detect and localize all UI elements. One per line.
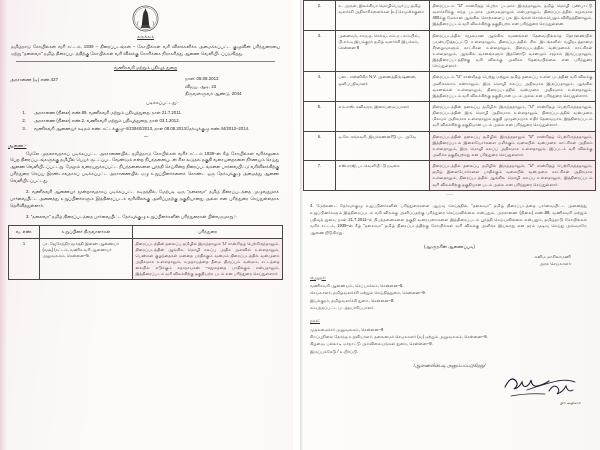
cell-serial: 6. [304, 131, 336, 161]
cell-serial: 4. [304, 72, 336, 102]
cell-member-name: எஸ்.ராஜி, படவெளியீட்டு நடிகை [336, 161, 430, 191]
read-references-list [4, 110, 287, 133]
document-page-left [0, 0, 293, 450]
list-item [4, 110, 287, 117]
cell-member-name: எம்.எஸ். கவிவரசு, இசையமைப்பாளர் [336, 101, 430, 131]
list-item [4, 126, 287, 133]
go-number-date-row [10, 75, 281, 97]
order-label: ஆணை:- [8, 142, 27, 148]
table-row [304, 72, 596, 102]
copy-label: நகல்: [310, 318, 321, 324]
read-item-number: 2. [22, 117, 26, 123]
by-order-line: (ஆளுநரின் ஆணைப்படி) [424, 244, 475, 250]
read-item-text: அரசாணை (நிலை) எண்.2, வணிகவரி மற்றும் பதிவுத்துறை, நாள் 03.1.2012. [34, 117, 180, 123]
read-item-text: வணிகவரி ஆணையர் கடிதம் எண். கட்டக்குழு–4/23940/2013, நாள் 08.08.2013தேர்வுக்குழு எண்.44/2013–2014. [34, 125, 250, 131]
intro-paragraph: தமிழ்நாடு கோயில்கள் வரி சட்டம், 1939 – திரைப்படங்கள் – கோயில்கள் வரி விலக்களிக்க அமைக்கப்பட்ட குழுவின் பரிந்துரையை ஏற்று "தலைவா" தமிழ் திரைப்படத்திற்கு கோயில்கள் வரி விலக்கு கோரிக்கை நிராகரித்து ஆணை வெளியிடப்படுகிறது. [11, 44, 280, 57]
table-row [304, 161, 596, 191]
list-item: முதலமைச்சர் அலுவலகம், சென்னை–9 [310, 326, 384, 332]
list-item: வணிகவரி ஆணையம், செப்பாக்கம், சென்னை–5. [310, 283, 404, 289]
order-paragraph-3 [4, 214, 287, 221]
cell-member-name: படை என்னிகிற N.V. அணைத்திருஷ்ணன், ஒளிப்பதிவாளர் [336, 72, 430, 102]
order-paragraph-2 [4, 189, 287, 210]
recommendations-table-right [303, 0, 596, 191]
recipients-block [310, 274, 597, 312]
cell-serial: 7. [304, 161, 336, 191]
cell-member-name: பா. ஜேகேந்திர மூர்த்தி இணை ஆணையர் (வசூ) (சட்டம், வணிக வரி ஆணையர் அலுவலகம், சென்னை–5. [40, 238, 133, 280]
go-date-block [185, 75, 281, 97]
cell-recommendation: திரைப்படத்தின் தலைப்பு தமிழில் இருந்தாலும் 'U' சான்றிதழ் பெற்றிருந்தாலும், திரைப்படத்தின் ஆங்கில மொழி கலப்பு அதிக அளவில் உள்ளதாலும், பெண்கள் குழந்தைகள் மனதை பாதிக்கும் வன்மம் திரைப்படத்தில் வன்முறை அதிகமாக உள்ளதாலும், சமுதாயத்தை தீமை திருப்பும் வன்மம், சட்டத்தை கையில் எடுக்கும் கதாநாயகன் –சமூகத்தை பாதிக்கும் என்பதாலும், இத்திரைப்படம் வரி விலக்கிற்கு தகுதியற்ற படம் என பரிந்துரை செய்துள்ளார். [133, 238, 283, 280]
table-row [304, 30, 596, 72]
column-header-recommendation: பரிந்துரை [133, 226, 283, 238]
list-item: கிழமை, பல்லாடி மாநாட்டு அறவிலையங்கள் துறை, சென்னை–9. [310, 341, 433, 347]
table-row [304, 131, 596, 161]
order-paragraph-1 [4, 151, 287, 186]
list-item: இயக்குநர், தமிழ்வளர்ச்சி துறை, சென்னை–8. [310, 297, 395, 303]
column-header-member: உறுப்பினர் திருவாளர்கள் [40, 226, 133, 238]
section-4-paragraph: 4. மேற்கண்ட தேர்வுக்குழு உறுப்பினர்களின் பரிந்துரைகளை ஆய்வு செய்ததில், "தலைவா" தமிழ் திரைப்படத்தை பார்வையிட்ட அனைத்து உறுப்பினர்களும் இத்திரைப்படம் வரி விலக்கு அளிப்பதற்கு பரிந்துரை செய்யவில்லை என்பதும், அரசாணை (நிலை) எண்.89, வணிகவரி மற்றும் பதிவுத் துறை, நாள் 21.7.2011–ல் நிபந்தனைகளை தகுதி வரையறைகளை இத்திரைப்படம் பூர்த்தி செய்யவில்லை என்பதும், தமிழ்நாடு கோயில்கள் வரிச் சட்டம், 1939–ன் கீழ் "தலைவா" தமிழ் திரைப்படத்திற்கு கோயில்கள் வரி விலக்கு அளிக்க இயலாது என தரம் முடிவு செய்து அவ்வாறே ஆணையிடுகிறது. [310, 202, 587, 236]
cell-recommendation: திரைப்படத்தில் சமூகமான ஆங்கில வசனங்கள் தேவையில்லாத தோரணையில் பயன்படுத்தப்பட்டு உள்ளதாலும், திரைப்படத்தில் சில இடங்களில் வழிநடத்தாமை சீரழைவுகளும் காட்சிகள் உள்ளதாலும், திரைப்படத்தில் வன்முறைக் காட்சிகள் உள்ளதாலும், ஆங்கில வசனங்களும் இதனோடு வசனமும் சமூகம் இருப்பதாலும், இத்திரைப்படத்திற்கு வரி விலக்கு அளிக்க தேவையில்லை என பரிந்துரை செய்துள்ளார். [430, 30, 596, 72]
read-label: படிக்கப்பட்டது:- [146, 99, 179, 105]
list-item: சம்பந்தப்பட்ட படத்தயாரிப்பாளர். [310, 305, 375, 311]
go-date-tamil-month: விஜய, ஆடி, 23 [185, 83, 217, 89]
section-divider-dashes: ----- [143, 134, 148, 140]
read-item-number: 3. [22, 125, 26, 131]
table-header-row [9, 226, 283, 238]
recommendations-table-left [8, 225, 283, 280]
header-divider [16, 61, 275, 62]
order-paragraph-2-text: 2. வணிகவரி ஆணையர் மூன்றாவதாகப் படிக்கப்பட்ட கடிதத்தில், மேற்படி ஒரு "தலைவா" தமிழ் திரைப்படத்தை முழுவதுமாக பார்வையிட்ட அனைத்து உறுப்பினர்களும் இத்திரைப்படம் வரிவிலக்கு அளிப்பதற்கு தகுதியானது அல்ல என பரிந்துரை செய்துள்ளதாக தெரிவித்துள்ளார். [10, 189, 279, 209]
go-number: அரசாணை (டி) எண்.427 [10, 77, 59, 83]
cell-serial: 1 [9, 238, 40, 280]
list-item: சிறப்புநிலை தேர்ந்த உதவியாளர், தலைமைச் செயலாளர் (வ) மற்றும் அலுவலகம், சென்னை–9. [310, 334, 488, 340]
cell-serial: 5. [304, 101, 336, 131]
table-row [9, 238, 283, 280]
cell-recommendation: திரைப்படத்தில் தலைப்பு தமிழில் இருந்ததாலும், "U" சான்றிதழ் பெற்றிருந்ததாலும், தமிழ் இளையோர்களை பாதிக்கும் வகையில் வன்முறை காட்சிகள் அதிகமாக உள்ளதாலும், திரைப்படத்தில் ஆங்கில மொழி கலப்பு உள்ளதாலும், இத்திரைப்படம் வரி விலக்கிற்கு தகுதியான படம் அல்ல என பரிந்துரை செய்துள்ளார். [430, 161, 596, 191]
cell-member-name: முனைவர், காரு.த. செல்வ, எம்.ஏ., எம்.பில்., பி.எச்.டி இயக்குநர் தமிழ் வளர்ச்சி இயக்கம், சென்னை 8 [336, 30, 430, 72]
signer-name: கனிம மாசிலாமணி [534, 254, 571, 260]
go-date-gregorian: நாள்: 08.08.2013 [185, 76, 219, 82]
order-paragraph-3-text: 3. "தலைவா" தமிழ் திரைப்படத்தை பார்வையிட்ட தேர்வுக்குழு உறுப்பினர்களின் பரிந்துரைகள் பின்வருமாறு :- [26, 214, 237, 220]
cell-member-name: உ. அருள், இலக்கியா மொழிபெயர்ப்பு தமிழ் வளர்ச்சி அதிகாரிகளைக்கள் (உ) செயலிக்குறை [336, 1, 430, 31]
list-item: செயலாளர், தமிழ்வளர்ச்சி மற்றும் செய்தித்துறை, சென்னை–9. [310, 290, 426, 296]
table-row [304, 1, 596, 31]
order-paragraph-1-text: மேலே முதலாவதாகப் படிக்கப்பட்ட அரசாணையில், தமிழ்நாடு கோயில்கள் வரிச் சட்டம் 1939–ன் கீழ் கோயில்கள வரிச்சலுகை பெற திரைப்படங்களுக்கு தமிழில் பெயர் சூட்டப்பட வேண்டும் என்ற நிபந்தனையுடன் சில கூடுதல் தகுதி வரையறைகளை நிர்ணயம் செய்து ஆணை வெளியிடப்பட்டது. மேலும் வரையறுக்கப்பட்ட நிபந்தனைகளை பூர்த்தி செய்கின்ற திரைப்படங்களை பார்வையிட்டு வரிவிலக்கிற்கு பரிந்துரை செய்ய இரண்டாவதாகப் படிக்கப்பட்ட அரசாணையில் ஏழு உறுப்பினர்களைக் கொண்ட ஒரு தேர்வுக்குழு அமைத்து ஆணை வெளியிடப்பட்டது. [10, 150, 279, 184]
recipients-label: பெறுநர்: [310, 274, 326, 280]
read-item-text: அரசாணை (நிலை) எண்.89, வணிகவரி மற்றும் பதிவுத்துறை, நாள் 21.7.2011. [34, 109, 182, 115]
list-item: இருப்பக்கேடு / உயிர்ப்பி. [310, 348, 359, 354]
recommendations-table-right-wrapper [303, 0, 596, 191]
signature-caption: பிரி அதிகாரி [559, 401, 581, 406]
cell-serial: 2. [304, 1, 336, 31]
column-header-serial: வ. எண். [9, 226, 40, 238]
read-item-number: 1. [22, 109, 26, 115]
cell-recommendation: திரைப்படத்தின் தலைப்பு தமிழில் இருந்ததாலும், "U" சான்றிதழ் பெற்றிருந்ததாலும், திரைப்படத்தின் இரு மொழி அதிகமாக உள்ளதாலும், திரைப்படத்தில் வன்முறை மிகவும் அதிகமாக உள்ளதாலும் தகுதி முழுமையாக எதிர் தேவையாக, இத்திரைப்படம் வரி விலக்கிற்கு தகுதியான படம் அல்ல என பரிந்துரை செய்துள்ளார். [430, 101, 596, 131]
signer-title: அரசு செயலாளர் [539, 260, 571, 266]
recommendations-table-left-wrapper [8, 225, 283, 280]
document-page-right [300, 0, 600, 450]
cell-member-name: டி.கே. கங்கவரி, இயக்கணனரீடு பட அவே [336, 131, 430, 161]
summary-heading: சுருக்கம் [137, 34, 154, 39]
table-footer-dash: ----- [446, 191, 453, 197]
cell-serial: 3. [304, 30, 336, 72]
tamil-nadu-emblem-container [4, 5, 287, 32]
signature-block [302, 254, 571, 267]
government-emblem-icon [132, 5, 159, 32]
list-item [4, 118, 287, 125]
cell-recommendation: திரைப்படம் "U" சான்றிதழ் பெற்ற படமாக இருந்தாலும், தமிழ் மொழி பண்பாட்டு வளர்ச்சிக்கு எந்த படமாக அமைவதாலும் என்பதாலும், திரைப்படத்தில் சமூகமாக 400க்கு மேலான ஆங்கில சொற்களைப் பல இடங்கள் சொல்லபெறும் விகிதத்தினாலும், இத்திரைப்படம் வரி விலக்கிற்கு தகுதியற்ற என பரிந்துரை செய்துள்ளன. [430, 1, 596, 31]
cell-recommendation: திரைப்படம் "U" சான்றிதழ் பெற்று மற்றும் தமிழ் தலைப்பு உள்ள படத்தின் வரி விலக்கு அளிக்கலாம் என்றாலும், இரு மொழி கலப்பு அதிகமாக இருப்பதாலும், ஆங்கில வசனங்கள் உள்ளதாலும், திரைப்படத்தில் வன்முறை அதிகமாக உள்ளதாலும், இத்திரைப்படம் வரி விலக்கிற்கு தகுதியான படம் அல்ல என பரிந்துரை செய்துள்ளார். [430, 72, 596, 102]
forwarded-note: /ஆணையின்படி அனுப்பப்படுகிறது/ [413, 363, 486, 369]
department-name: வணிகவரி மற்றும் பதிவுத் துறை [113, 65, 178, 71]
cell-recommendation: திரைப்படத்தின் தலைப்பு தமிழில் இருந்ததாலும் "U" சான்றிதழ் பெற்றிருந்ததாலும், இத்திரைப்படம் இளையோர்களை மறிக்கும் வகையில் வன்முறை காட்சிகள் அதிகம் உள்ளதாலும், இரு மொழி கலப்பு அதிகமாக உள்ளதாலும், இப்படம் வரி விலக்கு அளிக்க தகுதியற்றது என பரிந்துரை செய்துள்ளார். [430, 131, 596, 161]
copy-block [310, 317, 597, 355]
table-row [304, 101, 596, 131]
handwritten-signature-icon [302, 371, 597, 401]
go-date-thiruvalluvar-year: திருவள்ளுவர் ஆண்டு, 2044 [185, 91, 242, 97]
